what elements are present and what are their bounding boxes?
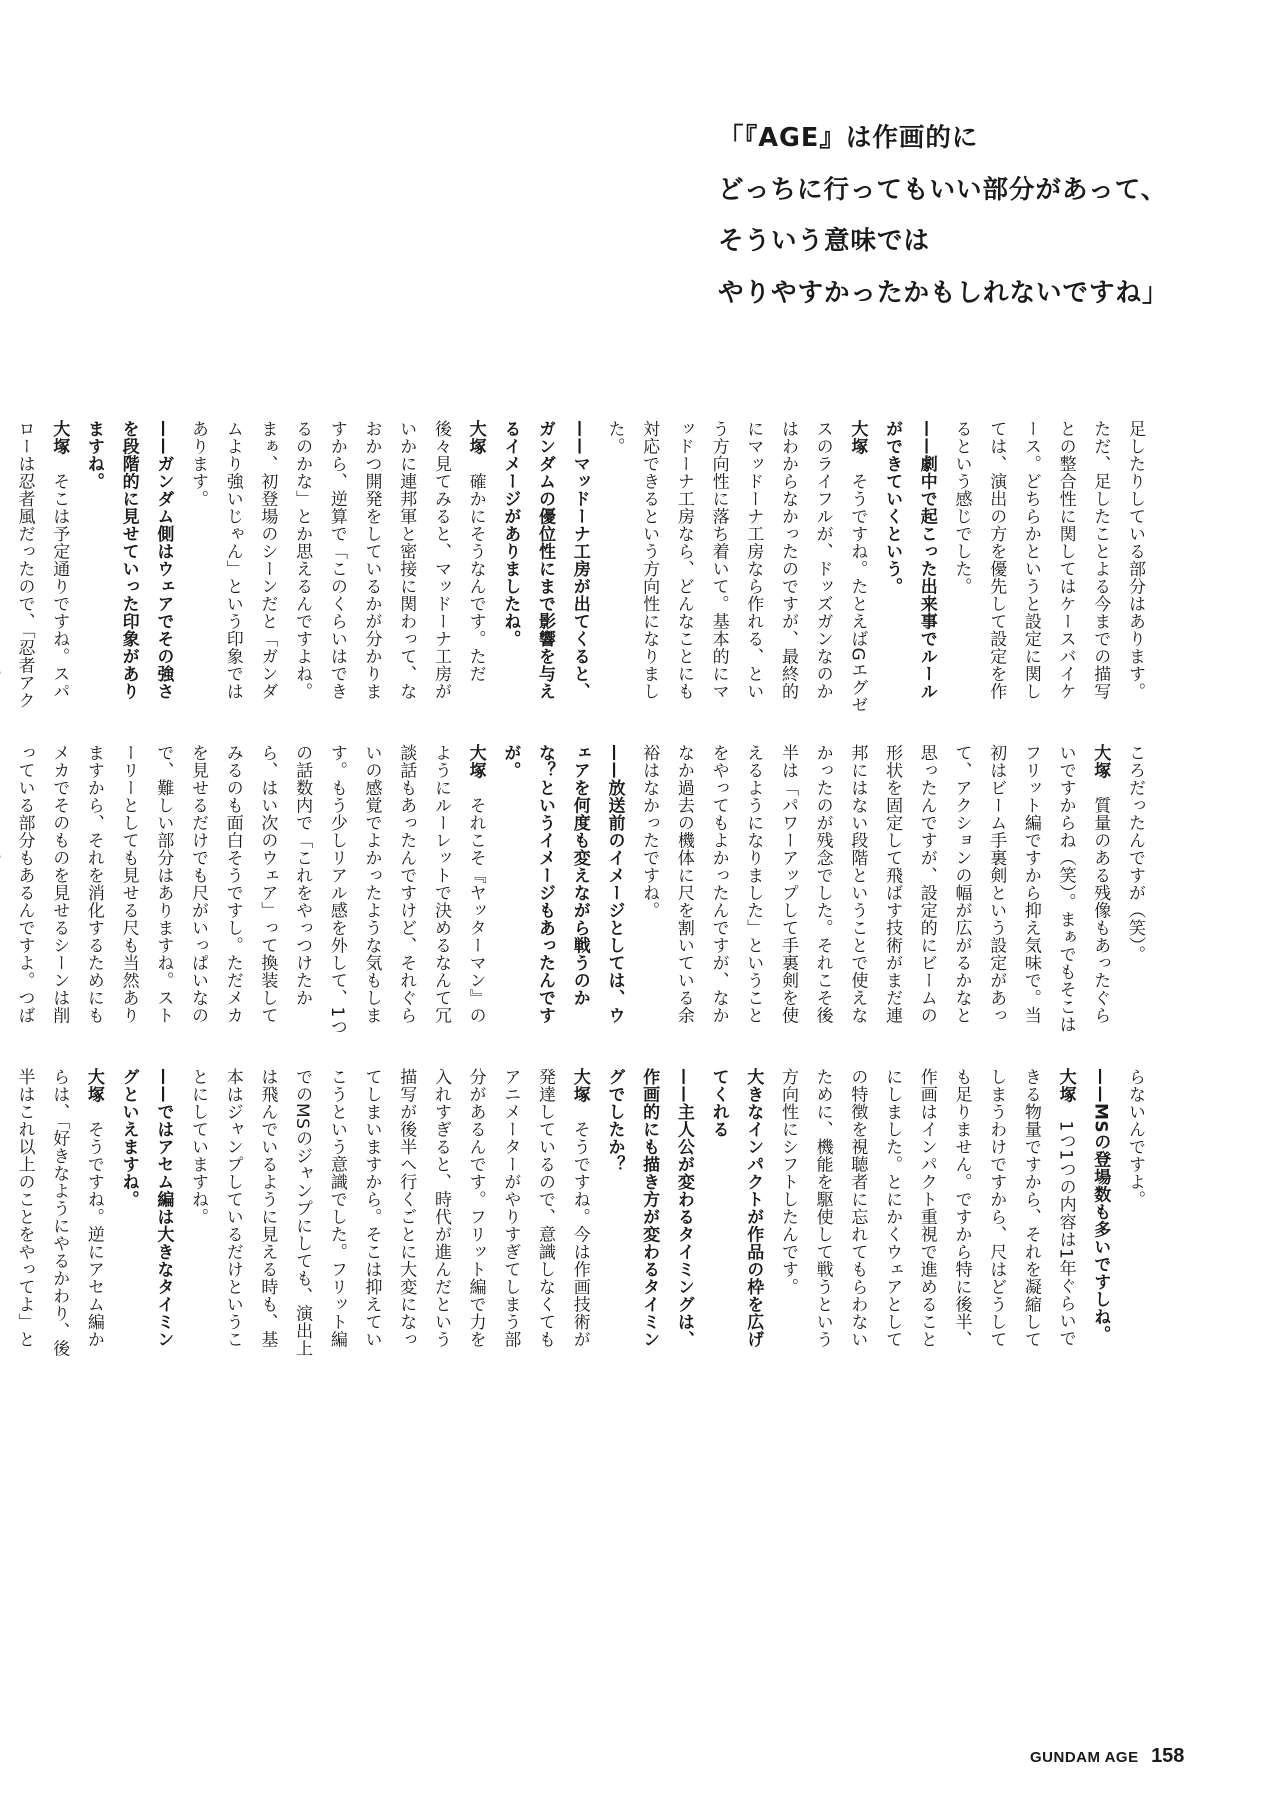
speaker-name: 大塚 — [569, 1068, 590, 1103]
answer-text: そうですね。今は作画技術が発達しているので、意識しなくてもアニメーターがやりすぎてしまう部分があるんです。フリット編で力を入れすぎると、時代が進んだという描写が後半へ行くごとに大変になってしまいますから。そこは抑えていこうという意識でした。フリット編でのMSのジャンプにしても、演出上は飛んでいるように見える時も、基本はジャンプしているだけということにしていますね。 — [188, 1068, 590, 1357]
speaker-name: 大塚 — [83, 1068, 104, 1103]
body-paragraph: らないんですよ。 — [1125, 1068, 1145, 1208]
interview-answer — [180, 1068, 596, 1362]
interview-answer — [597, 420, 875, 714]
speaker-name: 大塚 — [1055, 1068, 1076, 1103]
page-footer — [1030, 1745, 1250, 1768]
page-number: 158 — [1151, 1745, 1185, 1767]
series-name: GUNDAM AGE — [1030, 1749, 1139, 1766]
interview-answer — [180, 420, 492, 714]
body-paragraph: 足したりしている部分はあります。ただ、足したことよる今までの描写との整合性に関してはケースバイケース。どちらかというと設定に関しては、演出の方を優先して設定を作るという感じでした。 — [951, 420, 1145, 700]
answer-text: それこそ『ヤッターマン』のようにルーレットで決めるなんて冗談話もあったんですけど、それぐらいの感覚でよかったような気もします。もう少しリアル感を外して、1つの話数内で「これをやっつけたから、はい次のウェア」って換装してみるのも面白そうですし。ただメカを見せるだけでも尺がいっぱいなので、難しい部分はありますね。ストーリーとしても見せる尺も当然ありますから、それを消化するためにもメカでそのものを見せるシーンは削っている部分もあるんですよ。つば — [14, 744, 486, 1036]
interview-question: ——マッドーナ工房が出てくると、ガンダムの優位性にまで影響を与えるイメージがありましたね。 — [500, 420, 590, 700]
interview-question: ——ではアセム編は大きなタイミングといえますね。 — [118, 1068, 174, 1348]
text-tier-bottom — [14, 1068, 1152, 1362]
speaker-name: 大塚 — [847, 420, 868, 455]
text-tier-top — [14, 420, 1152, 714]
interview-question: ——主人公が変わるタイミングは、作画的にも描き方が変わるタイミングでしたか？ — [604, 1068, 694, 1348]
answer-text: 質量のある残像もあったぐらいですからね（笑）。まぁでもそこはフリット編ですから抑え気味で。当初はビーム手裏剣という設定があって、アクションの幅が広がるかなと思ったんですが、設定的にビームの形状を固定して飛ばす技術がまだ連邦にはない段階ということで使えなかったのが残念でした。それこそ後半は「パワーアップして手裏剣を使えるようになりました」ということをやってもよかったんですが、なかなか過去の機体に尺を割いている余裕はなかったですね。 — [639, 744, 1111, 1033]
answer-text: そうですね。たとえばGエグゼスのライフルが、ドッズガンなのかはわからなかったのですが、最終的にマッドーナ工房なら作れる、という方向性に落ち着いて。基本的にマッドーナ工房なら、どんなことにも対応できるという方向性になりました。 — [604, 420, 868, 714]
interview-question: ——放送前のイメージとしては、ウェアを何度も変えながら戦うのかな？というイメージもあったんですが。 — [500, 744, 625, 1024]
body-paragraph: ころだったんですが（笑）。 — [1125, 744, 1145, 963]
text-tier-middle — [14, 744, 1152, 1038]
interview-answer — [770, 1068, 1082, 1362]
speaker-name: 大塚 — [465, 420, 486, 455]
speaker-name: 大塚 — [49, 420, 70, 455]
interview-answer — [0, 744, 493, 1038]
answer-text: 1つ1つの内容は1年ぐらいできる物量ですから、それを凝縮してしまうわけですから、尺はどうしても足りません。ですから特に後半、作画はインパクト重視で進めることにしました。とにかくウェアとしての特徴を視聴者に忘れてもらわないために、機能を駆使して戦うという方向性にシフトしたんです。 — [777, 1068, 1076, 1348]
headline-line: どっちに行ってもいい部分があって、 — [718, 174, 1168, 205]
answer-text: そうですね。逆にアセム編からは、「好きなようにやるかわり、後半はこれ以上のことをやってよ」と — [14, 1068, 104, 1357]
interview-answer — [631, 744, 1117, 1038]
interview-answer — [0, 420, 76, 714]
interview-question: ——劇中で起こった出来事でルールができていくという。 — [882, 420, 937, 700]
interview-answer — [0, 1068, 111, 1362]
headline-line: 「『AGE』は作画的に — [718, 123, 979, 153]
headline-line: そういう意味では — [718, 226, 931, 256]
interview-question: 大きなインパクトが作品の枠を広げてくれる — [708, 1068, 764, 1348]
answer-text: 確かにそうなんです。ただ後々見てみると、マッドーナ工房がいかに連邦軍と密接に関わって、なおかつ開発をしているかが分かりますから、逆算で「このくらいはできるのかな」とか思えるんですよね。まぁ、初登場のシーンだと「ガンダムより強いじゃん」という印象ではあります。 — [188, 420, 486, 700]
answer-text: そこは予定通りですね。スパローは忍者風だったので、「忍者アク — [14, 420, 70, 709]
speaker-name: 大塚 — [1090, 744, 1111, 779]
pull-quote-headline — [718, 113, 1258, 319]
headline-line: やりやすかったかもしれないですね」 — [718, 277, 1169, 308]
interview-question: ——ガンダム側はウェアでその強さを段階的に見せていった印象がありますね。 — [83, 420, 174, 700]
speaker-name: 大塚 — [465, 744, 486, 779]
interview-question: ——MSの登場数も多いですしね。 — [1090, 1068, 1111, 1344]
